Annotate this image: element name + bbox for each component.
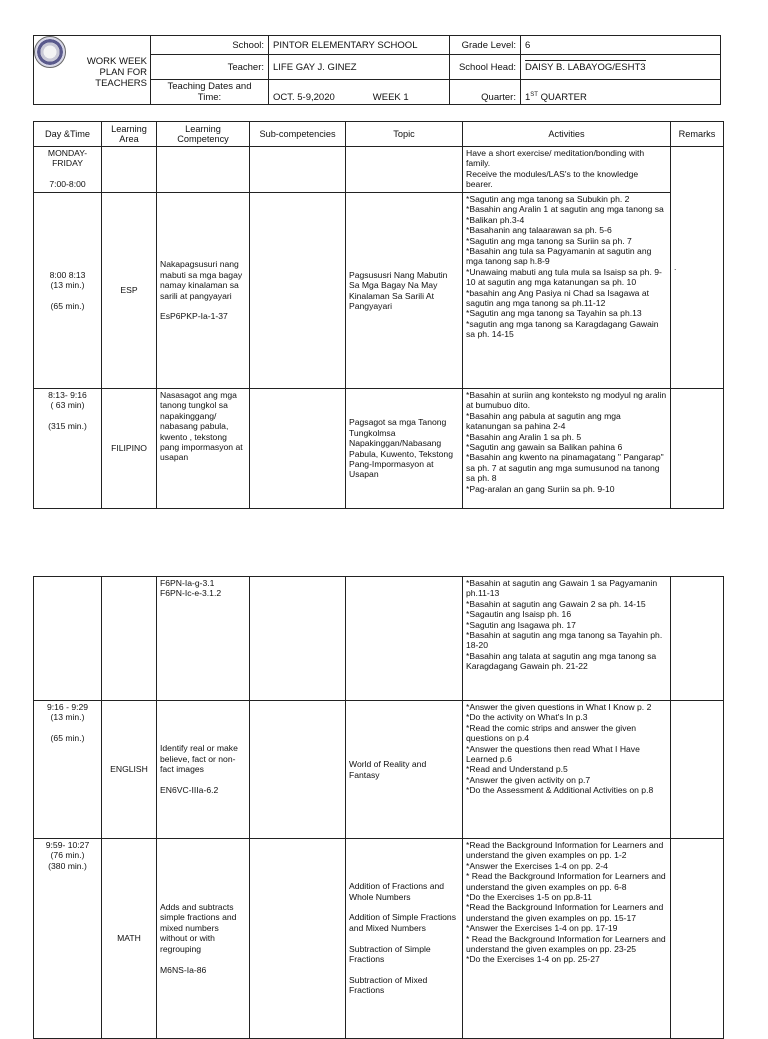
- competency-cell: Nasasagot ang mga tanong tungkol sa napakinggang/ nabasang pabula, kwento , tekstong pang impormasyon at usapan: [157, 389, 250, 509]
- area-cell: FILIPINO: [102, 389, 157, 509]
- activity-item: *Unawaing mabuti ang tula mula sa Isaisp sa ph. 9-10 at sagutin ang mga katanungan sa ph. 10: [466, 266, 662, 288]
- activity-item: *Do the activity on What's In p.3: [466, 712, 588, 723]
- activity-item: *Basahin ang Aralin 1 at sagutin ang mga tanong sa *Balikan ph.3-4: [466, 204, 664, 225]
- table-row: [34, 839, 724, 1039]
- sub-cell: [250, 147, 346, 193]
- competency-cell: Adds and subtracts simple fractions and mixed numbers without or with regrouping M6NS-Ia-86: [157, 839, 250, 1039]
- plan-table-page-2: [33, 576, 724, 1039]
- col-header-activities: Activities: [463, 122, 671, 147]
- topic-cell: World of Reality and Fantasy: [346, 701, 463, 839]
- activity-item: *Basahin at sagutin ang mga tanong sa Tayahin ph. 18-20: [466, 630, 663, 651]
- table-row: [34, 577, 724, 701]
- dates-value: OCT. 5-9,2020 WEEK 1: [269, 80, 450, 105]
- col-header-remarks: Remarks: [671, 122, 724, 147]
- activity-item: *Basahin ang talata at sagutin ang mga tanong sa Karagdagang Gawain ph. 21-22: [466, 650, 657, 672]
- activity-item: *Answer the Exercises 1-4 on pp. 2-4: [466, 860, 608, 871]
- activities-cell: [463, 839, 671, 1039]
- activity-item: *Answer the given questions in What I Know p. 2: [466, 702, 652, 712]
- activity-item: *Pag-aralan an gang Suriin sa ph. 9-10: [466, 483, 615, 494]
- day-time-cell: 9:16 - 9:29 (13 min.) (65 min.): [34, 701, 102, 839]
- area-cell: [102, 577, 157, 701]
- activity-item: *Basahin ang tula sa Pagyamanin at sagutin ang mga tanong sap h.8-9: [466, 246, 652, 267]
- sub-cell: [250, 389, 346, 509]
- activity-item: *Answer the given activity on p.7: [466, 774, 591, 785]
- activity-item: *Basahin at suriin ang konteksto ng modyul ng aralin at bumubuo dito.: [466, 390, 667, 411]
- activity-item: *Answer the questions then read What I Have Learned p.6: [466, 743, 640, 765]
- activities-cell: [463, 701, 671, 839]
- school-value: PINTOR ELEMENTARY SCHOOL: [269, 36, 450, 55]
- table-row: [34, 193, 724, 389]
- remarks-cell: [671, 577, 724, 701]
- activity-item: *Sagutin ang mga tanong sa Suriin sa ph. 7: [466, 235, 632, 246]
- activity-item: *Sagutin ang mga tanong sa Subukin ph. 2: [466, 194, 630, 204]
- activity-item: *Do the Assessment & Additional Activities on p.8: [466, 785, 654, 796]
- topic-cell: Addition of Fractions and Whole Numbers Addition of Simple Fractions and Mixed Numbers Subtraction of Simple Fractions Subtraction of Mixed Fractions: [346, 839, 463, 1039]
- area-cell: ESP: [102, 193, 157, 389]
- topic-cell: Pagsagot sa mga Tanong Tungkolmsa Napakinggan/Nabasang Pabula, Kuwento, Tekstong Pang-Impormasyon at Usapan: [346, 389, 463, 509]
- plan-table-page-1: [33, 121, 724, 509]
- sub-cell: [250, 839, 346, 1039]
- table-row: [34, 701, 724, 839]
- activity-item: *Read the Background Information for Learners and understand the given examples on pp. 15-17: [466, 902, 664, 923]
- school-head-value: DAISY B. LABAYOG/ESHT3: [521, 55, 721, 80]
- table-row: [34, 147, 724, 193]
- grade-value: 6: [521, 36, 721, 55]
- activity-item: *Do the Exercises 1-5 on pp.8-11: [466, 892, 592, 903]
- activity-item: *Basahin at sagutin ang Gawain 2 sa ph. 14-15: [466, 598, 646, 609]
- activity-item: *Answer the Exercises 1-4 on pp. 17-19: [466, 923, 618, 934]
- topic-cell: [346, 147, 463, 193]
- remarks-cell: [671, 389, 724, 509]
- remarks-cell: .: [671, 147, 724, 389]
- quarter-label: Quarter:: [450, 80, 521, 105]
- activity-item: *Read the comic strips and answer the given questions on p.4: [466, 722, 637, 744]
- quarter-value: 1ST QUARTER: [521, 80, 721, 105]
- activity-item: *Basahin at sagutin ang Gawain 1 sa Pagyamanin ph.11-13: [466, 578, 658, 599]
- activity-item: *Sagutin ang Isagawa ph. 17: [466, 619, 576, 630]
- activity-item: *Read and Understand p.5: [466, 764, 568, 775]
- day-time-cell: 8:13- 9:16 ( 63 min) (315 min.): [34, 389, 102, 509]
- activity-item: *Basahin ang kwento na pinamagatang " Pangarap" sa ph. 7 at sagutin ang mga sumusunod na tanong sa ph. 8: [466, 452, 664, 484]
- area-cell: [102, 147, 157, 193]
- sub-cell: [250, 577, 346, 701]
- activity-item: *Do the Exercises 1-4 on pp. 25-27: [466, 954, 600, 965]
- activity-item: *Sagutin ang mga tanong sa Tayahin sa ph.13: [466, 308, 642, 319]
- teacher-label: Teacher:: [151, 55, 269, 80]
- day-time-cell: 8:00 8:13 (13 min.) (65 min.): [34, 193, 102, 389]
- remarks-cell: [671, 839, 724, 1039]
- activity-item: Have a short exercise/ meditation/bonding with family.: [466, 148, 645, 169]
- remarks-cell: [671, 701, 724, 839]
- topic-cell: [346, 577, 463, 701]
- activity-item: Receive the modules/LAS's to the knowledge bearer.: [466, 168, 639, 190]
- activity-item: *basahin ang Ang Pasiya ni Chad sa Isagawa at sagutin ang mga tanong sa ph.11-12: [466, 287, 649, 309]
- table-row: [34, 389, 724, 509]
- school-head-label: School Head:: [450, 55, 521, 80]
- col-header-topic: Topic: [346, 122, 463, 147]
- grade-label: Grade Level:: [450, 36, 521, 55]
- topic-cell: Pagsususri Nang Mabutin Sa Mga Bagay Na May Kinalaman Sa Sarili At Pangyayari: [346, 193, 463, 389]
- day-time-cell: [34, 577, 102, 701]
- activity-item: *Read the Background Information for Learners and understand the given examples on pp. 1-2: [466, 840, 664, 861]
- header-table: [33, 35, 721, 105]
- area-cell: ENGLISH: [102, 701, 157, 839]
- col-header-sub: Sub-competencies: [250, 122, 346, 147]
- activities-cell: [463, 389, 671, 509]
- col-header-area: Learning Area: [102, 122, 157, 147]
- col-header-day: Day &Time: [34, 122, 102, 147]
- activity-item: *Basahin ang Aralin 1 sa ph. 5: [466, 431, 582, 442]
- col-header-competency: Learning Competency: [157, 122, 250, 147]
- dates-label: Teaching Dates and Time:: [151, 80, 269, 105]
- activities-cell: [463, 147, 671, 193]
- competency-cell: [157, 147, 250, 193]
- area-cell: MATH: [102, 839, 157, 1039]
- teacher-value: LIFE GAY J. GINEZ: [269, 55, 450, 80]
- school-label: School:: [151, 36, 269, 55]
- sub-cell: [250, 193, 346, 389]
- activity-item: * Read the Background Information for Learners and understand the given examples on pp. 23-25: [466, 933, 666, 955]
- competency-cell: Nakapagsusuri nang mabuti sa mga bagay namay kinalaman sa sarili at pangyayari EsP6PKP-Ia-1-37: [157, 193, 250, 389]
- competency-cell: Identify real or make believe, fact or non-fact images EN6VC-IIIa-6.2: [157, 701, 250, 839]
- activity-item: * Read the Background Information for Learners and understand the given examples on pp. 6-8: [466, 871, 666, 892]
- activity-item: *sagutin ang mga tanong sa Karagdagang Gawain sa ph. 14-15: [466, 318, 659, 340]
- sub-cell: [250, 701, 346, 839]
- activity-item: *Sagautin ang Isaisp ph. 16: [466, 609, 572, 620]
- day-time-cell: MONDAY- FRIDAY 7:00-8:00: [34, 147, 102, 193]
- activities-cell: [463, 193, 671, 389]
- plan-title: WORK WEEK PLAN FOR TEACHERS: [86, 56, 147, 89]
- day-time-cell: 9:59- 10:27 (76 min.) (380 min.): [34, 839, 102, 1039]
- activity-item: *Sagutin ang gawain sa Balikan pahina 6: [466, 442, 623, 453]
- activities-cell: [463, 577, 671, 701]
- activity-item: *Basahanin ang talaarawan sa ph. 5-6: [466, 225, 612, 236]
- competency-cell: F6PN-Ia-g-3.1 F6PN-Ic-e-3.1.2: [157, 577, 250, 701]
- activity-item: *Basahin ang pabula at sagutin ang mga katanungan sa pahina 2-4: [466, 410, 621, 432]
